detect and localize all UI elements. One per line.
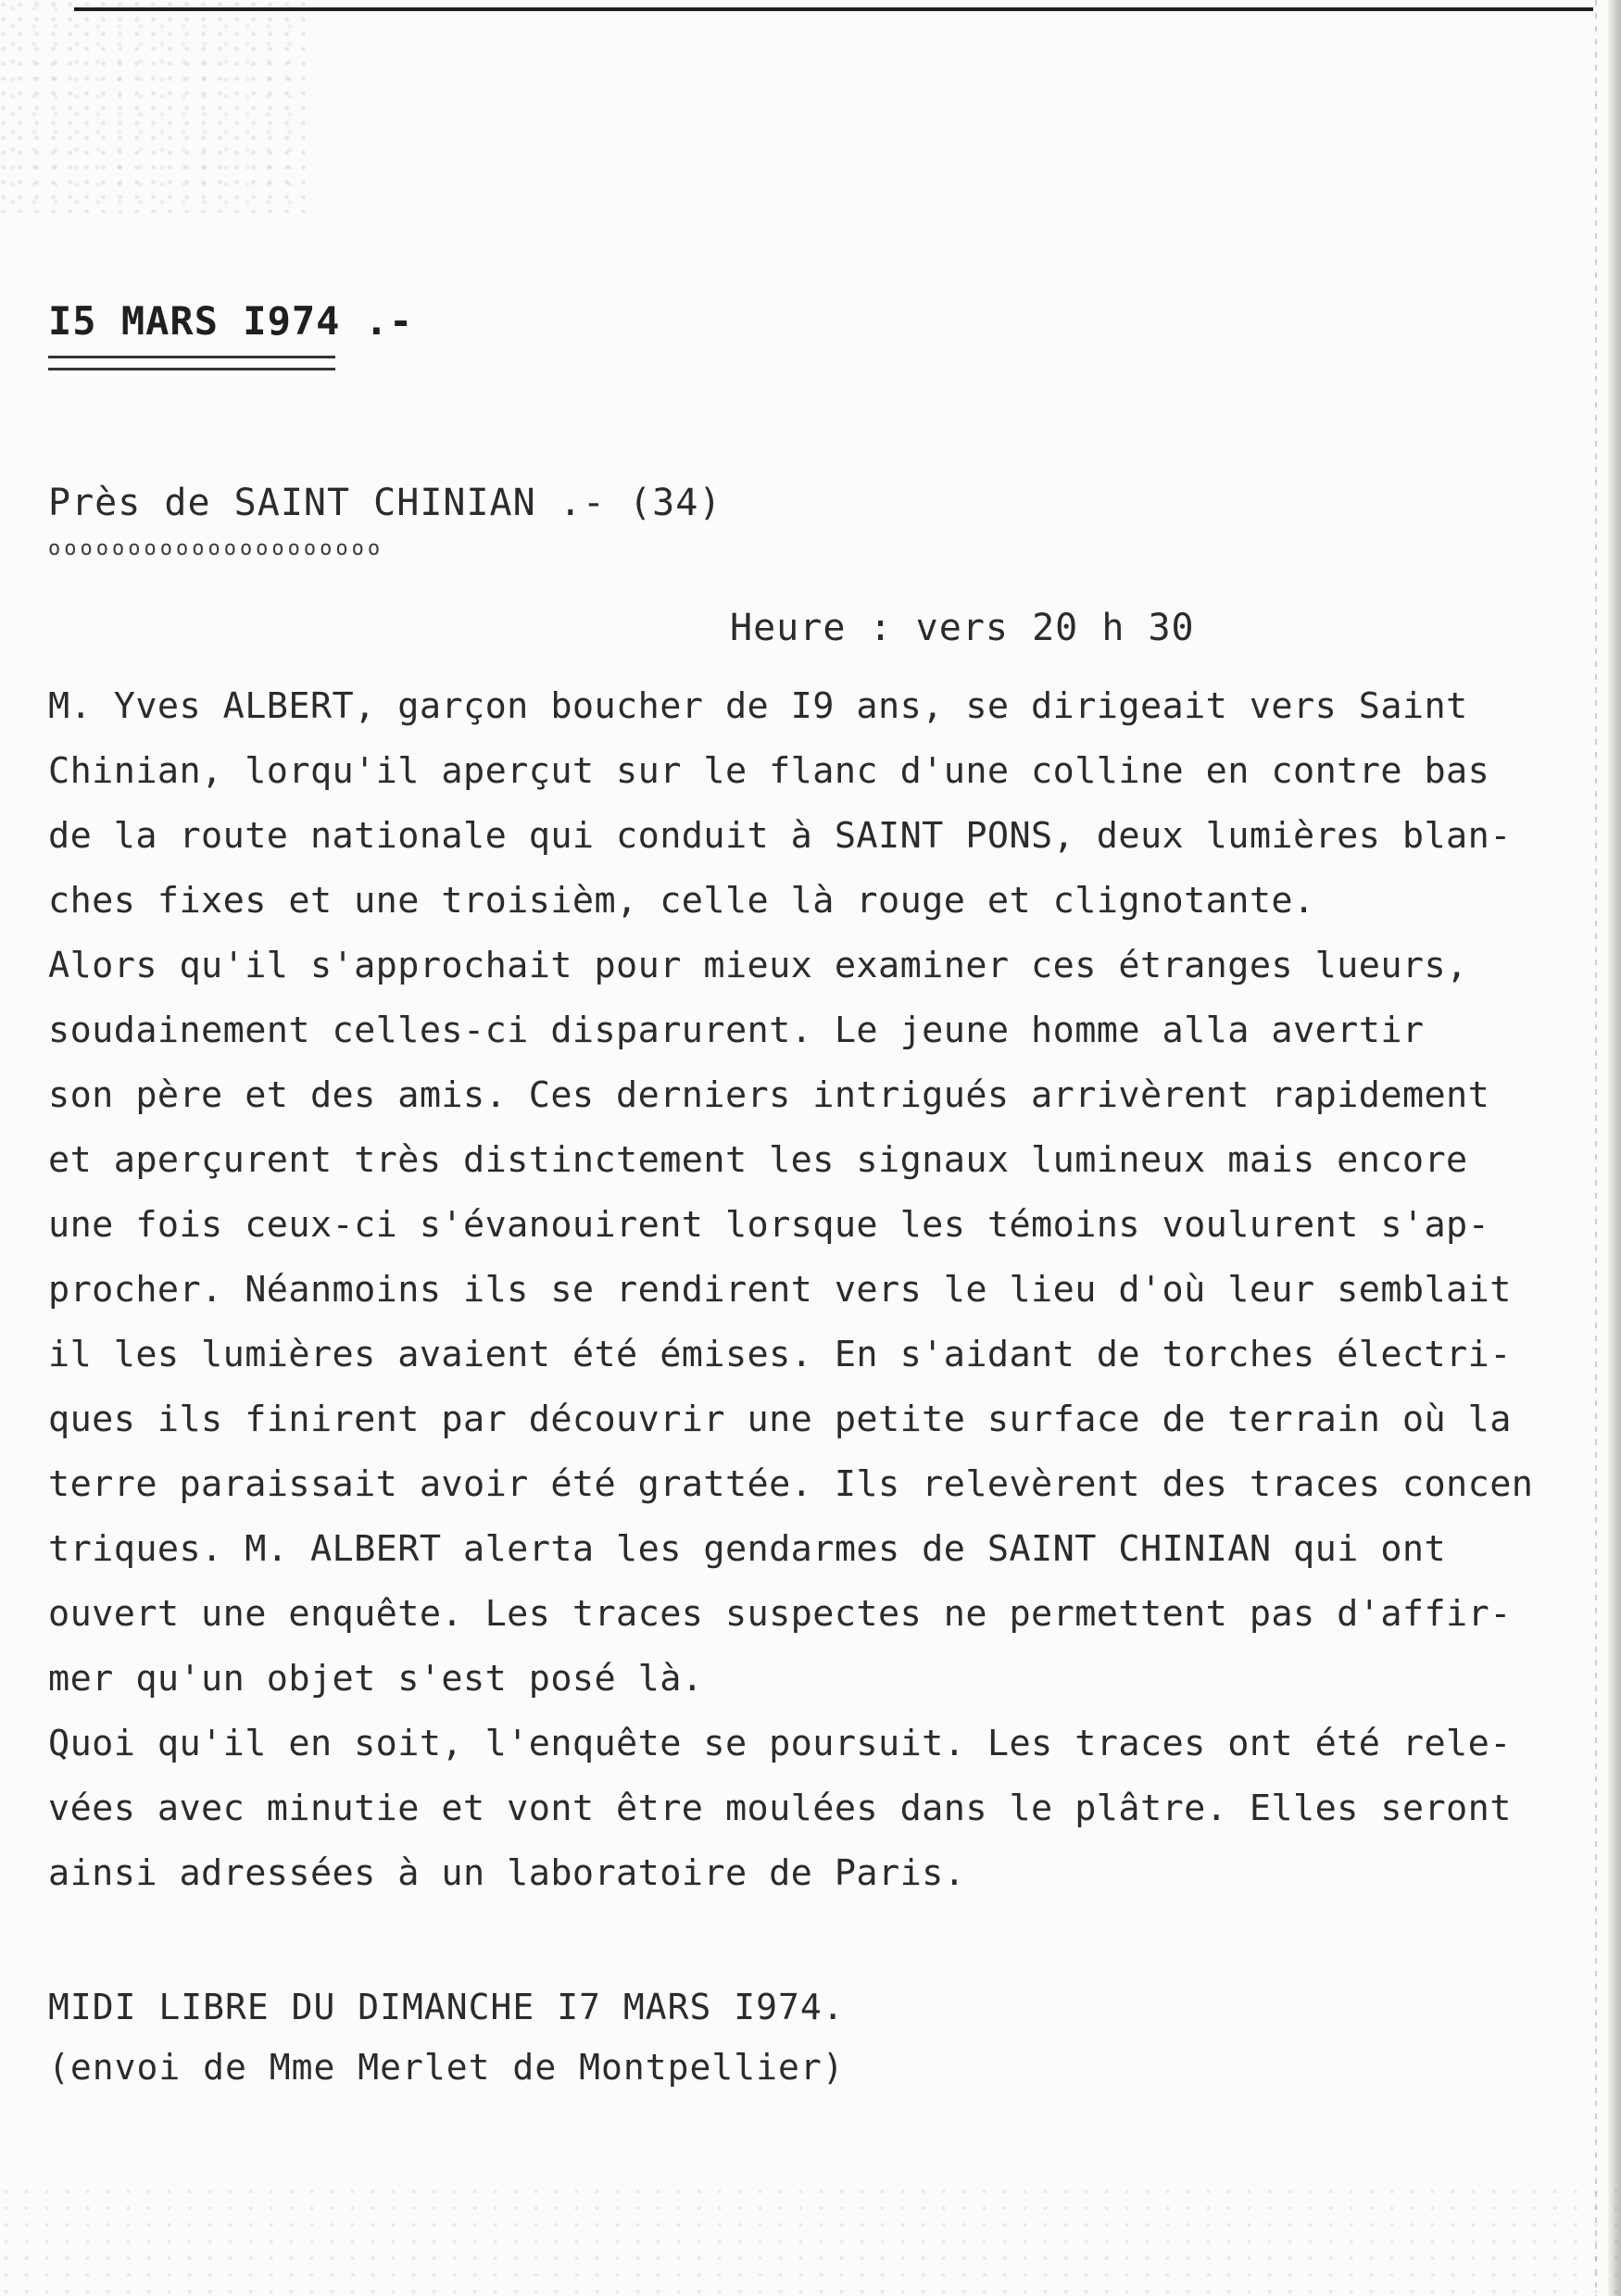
report-date: I5 MARS I974 .- <box>48 298 414 344</box>
scan-noise-bottom <box>0 2185 1621 2296</box>
article-line: Alors qu'il s'approchait pour mieux examiner ces étranges lueurs, <box>48 945 1468 986</box>
date-double-underline <box>48 356 335 370</box>
article-line: terre paraissait avoir été grattée. Ils relevèrent des traces concen <box>48 1463 1534 1505</box>
article-line: procher. Néanmoins ils se rendirent vers le lieu d'où leur semblait <box>48 1269 1512 1311</box>
article-line: soudainement celles-ci disparurent. Le jeune homme alla avertir <box>48 1010 1425 1051</box>
article-line: ques ils finirent par découvrir une petite surface de terrain où la <box>48 1399 1512 1440</box>
time-of-event: Heure : vers 20 h 30 <box>730 607 1195 649</box>
article-line: triques. M. ALBERT alerta les gendarmes de SAINT CHINIAN qui ont <box>48 1528 1447 1570</box>
scan-fold-line <box>1595 0 1597 2296</box>
article-line: vées avec minutie et vont être moulées dans le plâtre. Elles seront <box>48 1788 1512 1829</box>
article-line: une fois ceux-ci s'évanouirent lorsque les témoins voulurent s'ap- <box>48 1204 1490 1246</box>
scan-noise-top-left <box>0 0 306 213</box>
article-line: ouvert une enquête. Les traces suspectes ne permettent pas d'affir- <box>48 1593 1512 1635</box>
location-underline-circles: ooooooooooooooooooooo <box>48 537 384 560</box>
article-line: Chinian, lorqu'il aperçut sur le flanc d'une colline en contre bas <box>48 750 1490 792</box>
article-line: il les lumières avaient été émises. En s'aidant de torches électri- <box>48 1334 1512 1375</box>
article-line: de la route nationale qui conduit à SAINT PONS, deux lumières blan- <box>48 815 1512 857</box>
article-line: ches fixes et une troisièm, celle là rouge et clignotante. <box>48 880 1315 922</box>
location-heading: Près de SAINT CHINIAN .- (34) <box>48 482 723 524</box>
article-line: M. Yves ALBERT, garçon boucher de I9 ans, se dirigeait vers Saint <box>48 685 1468 727</box>
article-line: ainsi adressées à un laboratoire de Paris. <box>48 1852 966 1894</box>
article-line: mer qu'un objet s'est posé là. <box>48 1658 704 1700</box>
source-newspaper: MIDI LIBRE DU DIMANCHE I7 MARS I974. <box>48 1987 845 2027</box>
article-line: et aperçurent très distinctement les signaux lumineux mais encore <box>48 1139 1468 1181</box>
article-line: Quoi qu'il en soit, l'enquête se poursuit. Les traces ont été rele- <box>48 1723 1512 1764</box>
article-line: son père et des amis. Ces derniers intrigués arrivèrent rapidement <box>48 1074 1490 1116</box>
source-sender: (envoi de Mme Merlet de Montpellier) <box>48 2047 845 2088</box>
scan-edge-right <box>1608 0 1621 2296</box>
